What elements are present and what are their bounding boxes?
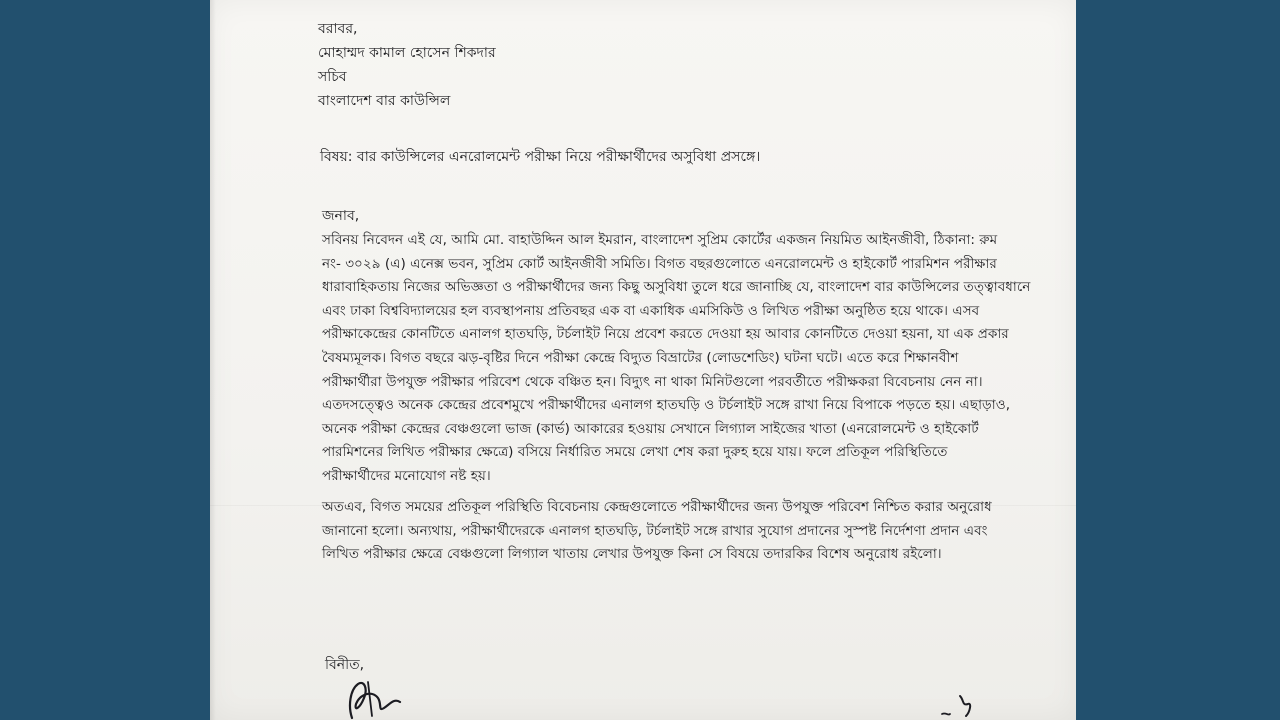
- letter-closing: বিনীত,: [325, 657, 365, 673]
- request-line: জানানো হলো। অন্যথায়, পরীক্ষার্থীদেরকে এনালগ হাতঘড়ি, টর্চলাইট সঙ্গে রাখার সুযোগ প্রদানের সুস্পষ্ট নির্দেশণা প্রদান এবং: [322, 523, 988, 539]
- request-line: অতএব, বিগত সময়ের প্রতিকূল পরিস্থিতি বিবেচনায় কেন্দ্রগুলোতে পরীক্ষার্থীদের জন্য উপযুক্ত পরিবেশ নিশ্চিত করার অনুরোধ: [322, 499, 992, 515]
- recipient-salutation: বরাবর,: [318, 21, 358, 37]
- body-line: নং- ৩০২৯ (এ) এনেক্স ভবন, সুপ্রিম কোর্ট আইনজীবী সমিতি। বিগত বছরগুলোতে এনরোলমেন্ট ও হাইকোর্ট পারমিশন পরীক্ষার: [322, 256, 997, 272]
- recipient-organization: বাংলাদেশ বার কাউন্সিল: [318, 93, 451, 109]
- body-line: বৈষম্যমূলক। বিগত বছরে ঝড়-বৃষ্টির দিনে পরীক্ষা কেন্দ্রে বিদ্যুত বিভ্রাটের (লোডশেডিং) ঘটনা ঘটে। এতে করে শিক্ষানবীশ: [322, 350, 959, 366]
- handwritten-mark: [938, 692, 988, 720]
- letter-greeting: জনাব,: [322, 208, 360, 224]
- body-line: এবং ঢাকা বিশ্ববিদ্যালয়ের হল ব্যবস্থাপনায় প্রতিবছর এক বা একাধিক এমসিকিউ ও লিখিত পরীক্ষা অনুষ্ঠিত হয়ে থাকে। এসব: [322, 303, 980, 319]
- body-line: এতদসত্ত্বেও অনেক কেন্দ্রের প্রবেশমুখে পরীক্ষার্থীদের এনালগ হাতঘড়ি ও টর্চলাইট সঙ্গে রাখা নিয়ে বিপাকে পড়তে হয়। এছাড়াও,: [322, 397, 1011, 413]
- body-line: অনেক পরীক্ষা কেন্দ্রের বেঞ্চগুলো ভাজ (কার্ভ) আকারের হওয়ায় সেখানে লিগ্যাল সাইজের খাতা (এনরোলমেন্ট ও হাইকোর্ট: [322, 421, 979, 437]
- letter-paper: [210, 0, 1076, 720]
- request-line: লিখিত পরীক্ষার ক্ষেত্রে বেঞ্চগুলো লিগ্যাল খাতায় লেখার উপযুক্ত কিনা সে বিষয়ে তদারকির বিশেষ অনুরোধ রইলো।: [322, 546, 942, 562]
- letter-subject: বিষয়: বার কাউন্সিলের এনরোলমেন্ট পরীক্ষা নিয়ে পরীক্ষার্থীদের অসুবিধা প্রসঙ্গে।: [320, 149, 761, 165]
- signature-scribble: [338, 668, 418, 720]
- recipient-designation: সচিব: [318, 69, 347, 85]
- body-line: পরীক্ষার্থীরা উপযুক্ত পরীক্ষার পরিবেশ থেকে বঞ্চিত হন। বিদ্যুৎ না থাকা মিনিটগুলো পরবর্তীতে পরীক্ষকরা বিবেচনায় নেন না।: [322, 374, 983, 390]
- body-line: পারমিশনের লিখিত পরীক্ষার ক্ষেত্রে) বসিয়ে নির্ধারিত সময়ে লেখা শেষ করা দুরুহ হয়ে যায়। ফলে প্রতিকূল পরিস্থিতিতে: [322, 444, 948, 460]
- recipient-name: মোহাম্মদ কামাল হোসেন শিকদার: [318, 45, 496, 61]
- body-line: সবিনয় নিবেদন এই যে, আমি মো. বাহাউদ্দিন আল ইমরান, বাংলাদেশ সুপ্রিম কোর্টের একজন নিয়মিত আইনজীবী, ঠিকানা: রুম: [322, 232, 998, 248]
- paper-edge-shadow: [210, 0, 216, 720]
- body-line: পরীক্ষার্থীদের মনোযোগ নষ্ট হয়।: [322, 468, 491, 484]
- body-line: ধারাবাহিকতায় নিজের অভিজ্ঞতা ও পরীক্ষার্থীদের জন্য কিছু অসুবিধা তুলে ধরে জানাচ্ছি যে, বাংলাদেশ বার কাউন্সিলের তত্ত্বাবধানে: [322, 279, 1031, 295]
- body-line: পরীক্ষাকেন্দ্রের কোনটিতে এনালগ হাতঘড়ি, টর্চলাইট নিয়ে প্রবেশ করতে দেওয়া হয় আবার কোনটিতে দেওয়া হয়না, যা এক প্রকার: [322, 326, 1009, 342]
